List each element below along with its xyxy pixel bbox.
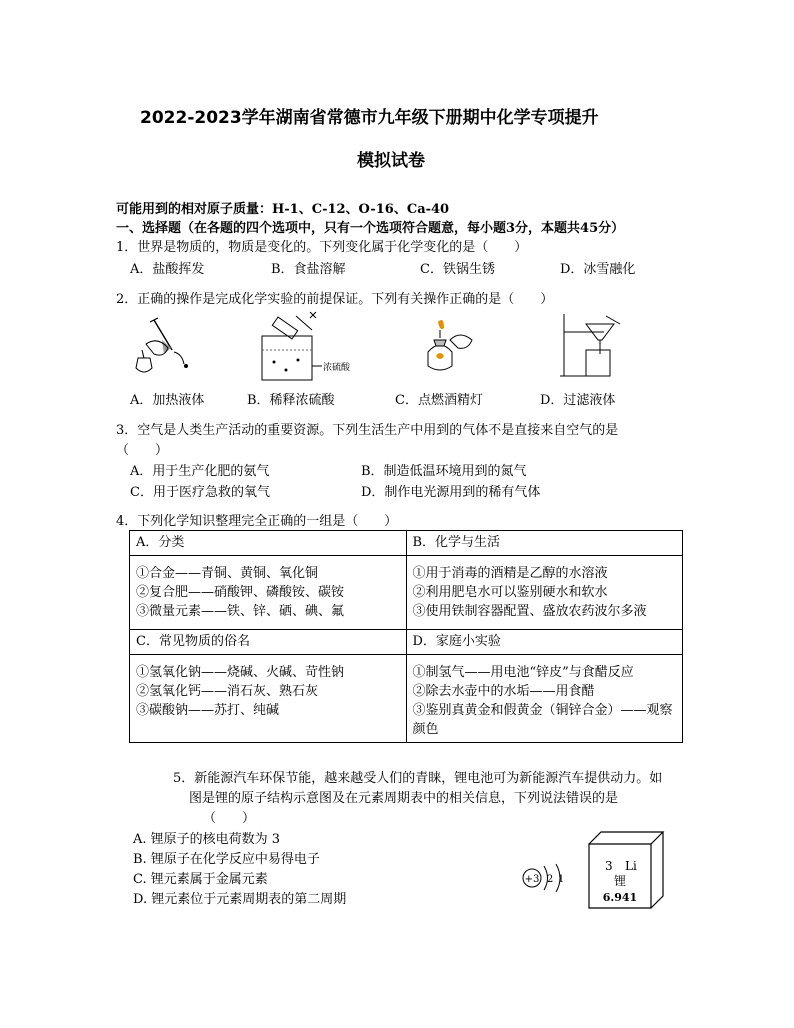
cell-a-line: ①合金——青铜、黄铜、氧化铜: [136, 566, 319, 581]
cell-d-body: [406, 655, 683, 743]
q3-stem: 3．空气是人类生产活动的重要资源。下列生活生产中用到的气体不是直接来自空气的是: [116, 423, 619, 438]
q2-option-b: B．稀释浓硫酸: [247, 393, 335, 408]
cell-b-head: B．化学与生活: [406, 531, 683, 556]
element-symbol: Li: [625, 859, 637, 873]
atomic-number: 3: [605, 859, 613, 873]
heating-liquid-figure: [124, 314, 194, 380]
q5-option-c: C. 锂元素属于金属元素: [133, 872, 268, 887]
periodic-table-cell: [585, 830, 665, 912]
q1-option-a: A．盐酸挥发: [130, 262, 205, 277]
knowledge-table: [129, 530, 683, 743]
q5-stem-bracket: （ ）: [203, 811, 256, 826]
shell-2-electrons: 1: [557, 874, 565, 885]
atom-structure-diagram: [520, 858, 576, 898]
page-subtitle: 模拟试卷: [357, 151, 425, 171]
conc-acid-label: 浓硫酸: [323, 363, 351, 373]
q1-option-c: C．铁锅生锈: [420, 262, 495, 277]
cell-d-head: D．家庭小实验: [406, 630, 683, 655]
q3-stem-bracket: （ ）: [116, 443, 169, 458]
q1-option-d: D．冰雪融化: [560, 262, 636, 277]
cell-b-line: ③使用铁制容器配置、盛放农药波尔多液: [412, 604, 647, 619]
q1-option-b: B．食盐溶解: [271, 262, 346, 277]
cell-b-body: [406, 556, 683, 630]
q2-option-d: D．过滤液体: [540, 393, 616, 408]
cell-d-line: ③鉴别真黄金和假黄金（铜锌合金）——观察颜色: [412, 703, 673, 737]
cell-c-line: ③碳酸钠——苏打、纯碱: [136, 703, 280, 718]
shell-1-electrons: 2: [546, 874, 554, 885]
element-name: 锂: [613, 874, 627, 888]
q1-stem: 1．世界是物质的，物质是变化的。下列变化属于化学变化的是（ ）: [116, 240, 528, 255]
cell-c-line: ①氢氧化钠——烧碱、火碱、苛性钠: [136, 665, 345, 680]
filtering-figure: [556, 310, 626, 382]
atomic-masses: 可能用到的相对原子质量：H-1、C-12、O-16、Ca-40: [116, 202, 450, 217]
section-heading: 一、选择题（在各题的四个选项中，只有一个选项符合题意，每小题3分，本题共45分）: [116, 221, 625, 236]
q5-stem-line2: 图是锂的原子结构示意图及在元素周期表中的相关信息，下列说法错误的是: [189, 791, 619, 806]
q3-option-c: C．用于医疗急救的氧气: [130, 485, 270, 500]
cell-d-line: ①制氢气——用电池“锌皮”与食醋反应: [412, 665, 634, 680]
lighting-lamp-figure: [420, 316, 480, 382]
cell-a-line: ③微量元素——铁、锌、硒、碘、氟: [136, 604, 345, 619]
q5-option-a: A. 锂原子的核电荷数为 3: [133, 832, 281, 847]
cell-a-body: [130, 556, 407, 630]
atomic-mass: 6.941: [602, 891, 638, 904]
q3-option-d: D．制作电光源用到的稀有气体: [361, 485, 541, 500]
q2-option-c: C．点燃酒精灯: [395, 393, 483, 408]
q2-stem: 2．正确的操作是完成化学实验的前提保证。下列有关操作正确的是（ ）: [116, 292, 554, 307]
cell-b-line: ②利用肥皂水可以鉴别硬水和软水: [412, 585, 608, 600]
nucleus-charge: +3: [524, 874, 540, 885]
cell-c-head: C．常见物质的俗名: [130, 630, 407, 655]
q2-option-a: A．加热液体: [130, 393, 205, 408]
cell-c-body: [130, 655, 407, 743]
cell-a-head: A．分类: [130, 531, 407, 556]
q3-option-b: B．制造低温环境用到的氮气: [361, 464, 527, 479]
q4-stem: 4．下列化学知识整理完全正确的一组是（ ）: [116, 514, 398, 529]
cell-c-line: ②氢氧化钙——消石灰、熟石灰: [136, 684, 319, 699]
q5-option-b: B. 锂原子在化学反应中易得电子: [133, 852, 320, 867]
cell-b-line: ①用于消毒的酒精是乙醇的水溶液: [412, 566, 608, 581]
q3-option-a: A．用于生产化肥的氨气: [130, 464, 270, 479]
cell-a-line: ②复合肥——硝酸钾、磷酸铵、碳铵: [136, 585, 345, 600]
q5-option-d: D. 锂元素位于元素周期表的第二周期: [133, 892, 347, 907]
page-title: 2022-2023学年湖南省常德市九年级下册期中化学专项提升: [140, 108, 599, 128]
q5-stem: 5．新能源汽车环保节能，越来越受人们的青睐，锂电池可为新能源汽车提供动力。如: [173, 771, 663, 786]
cell-d-line: ②除去水壶中的水垢——用食醋: [412, 684, 595, 699]
diluting-acid-figure: [252, 310, 362, 384]
